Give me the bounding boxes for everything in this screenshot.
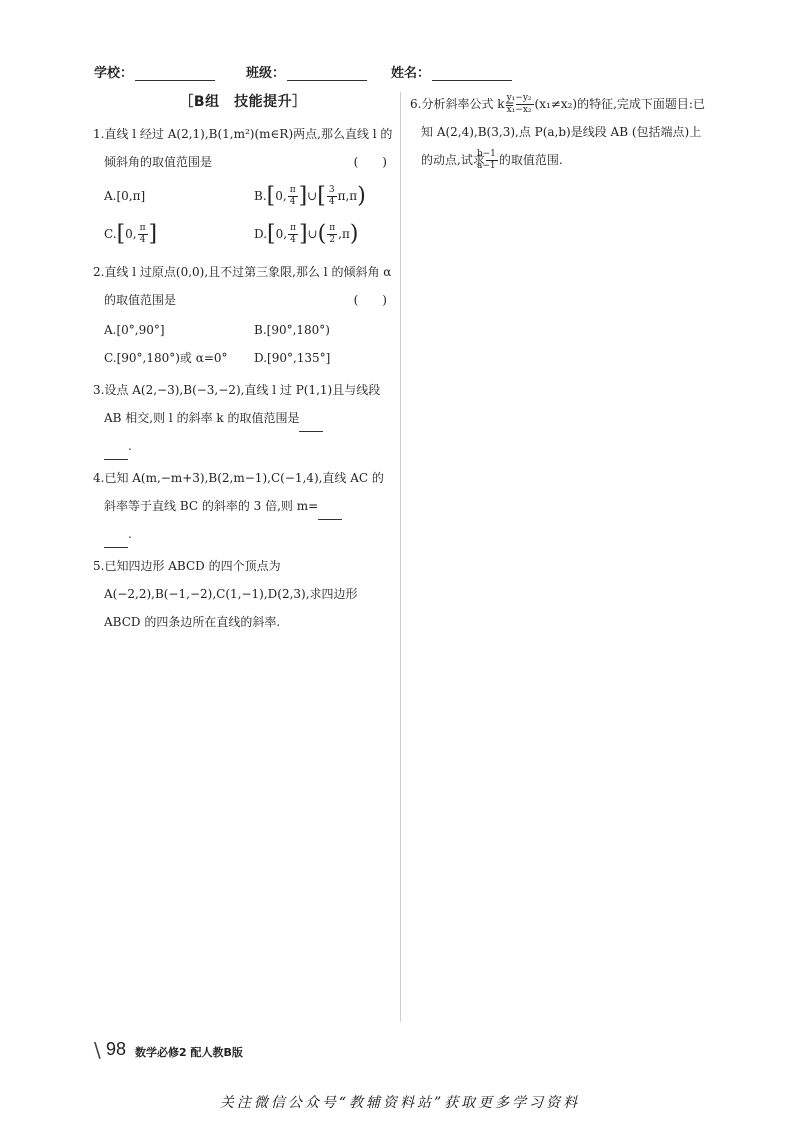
choice-c: C.[0, $\frac{\pi}{4}$ ]	[104, 221, 158, 247]
class-field	[246, 62, 367, 81]
choice-b: B.[90°,180°)	[254, 323, 330, 337]
school-field	[94, 62, 215, 81]
name-field	[391, 62, 512, 81]
question-6-text: 6.分析斜率公式 k= $\frac{\text{y₁−y₂}}{\text{x₁−x₂}}$ (x₁≠x₂)的特征,完成下面题目:已知 A(2,4),B(3,3),点 P(a,b)是线段 AB (包括端点)上的动点,试求 $\frac{b-1}{a-1}$ 的取值范围.	[410, 93, 705, 171]
choice-a: A.[0°,90°]	[104, 323, 165, 337]
school-blank	[135, 68, 215, 81]
book-title: 数学必修2 配人教B版	[135, 1046, 243, 1059]
choice-d: D.[0, $\frac{\pi}{4}$ ]∪( $\frac{\pi}{2}$ ,π)	[254, 221, 359, 247]
question-4-text: 4.已知 A(m,−m+3),B(2,m−1),C(−1,4),直线 AC 的斜率等于直线 BC 的斜率的 3 倍,则 m= .	[93, 464, 393, 548]
question-1-choices	[93, 178, 393, 254]
answer-paren: ( )	[353, 293, 387, 307]
footer-slash: \	[94, 1038, 101, 1062]
name-label: 姓名：	[391, 66, 431, 81]
question-3-text: 3.设点 A(2,−3),B(−3,−2),直线 l 过 P(1,1)且与线段 AB 相交,则 l 的斜率 k 的取值范围是 .	[93, 376, 393, 460]
answer-blank	[318, 507, 342, 520]
question-1-text: 1.直线 l 经过 A(2,1),B(1,m²)(m∈R)两点,那么直线 l 的倾斜角的取值范围是 ( )	[93, 120, 393, 176]
question-4	[93, 464, 393, 548]
school-label: 学校：	[94, 66, 134, 81]
page-number: 98	[106, 1039, 127, 1059]
question-2-text: 2.直线 l 过原点(0,0),且不过第三象限,那么 l 的倾斜角 α 的取值范围是 ( )	[93, 258, 393, 314]
answer-blank	[299, 419, 323, 432]
choice-a: A.[0,π]	[104, 189, 146, 203]
answer-paren: ( )	[353, 155, 387, 169]
question-6	[410, 90, 710, 174]
answer-blank	[104, 447, 128, 460]
choice-d: D.[90°,135°]	[254, 351, 331, 365]
question-2	[93, 258, 393, 372]
left-column	[93, 90, 393, 640]
name-blank	[432, 68, 512, 81]
question-5-text: 5.已知四边形 ABCD 的四个顶点为 A(−2,2),B(−1,−2),C(1,−1),D(2,3),求四边形 ABCD 的四条边所在直线的斜率.	[93, 559, 358, 629]
question-1	[93, 120, 393, 254]
choice-c: C.[90°,180°)或 α=0°	[104, 351, 228, 365]
question-2-choices	[93, 316, 393, 372]
promo-banner: 关注微信公众号“教辅资料站”获取更多学习资料	[219, 1095, 581, 1111]
right-column	[410, 90, 710, 178]
question-3	[93, 376, 393, 460]
answer-blank	[104, 535, 128, 548]
section-title: ［B组 技能提升］	[179, 94, 307, 110]
choice-b: B.[0, $\frac{\pi}{4}$ ]∪[ $\frac{3}{4}$ π,π)	[254, 183, 366, 209]
column-divider	[400, 92, 401, 1022]
class-blank	[287, 68, 367, 81]
class-label: 班级：	[246, 66, 286, 81]
question-5	[93, 552, 393, 636]
